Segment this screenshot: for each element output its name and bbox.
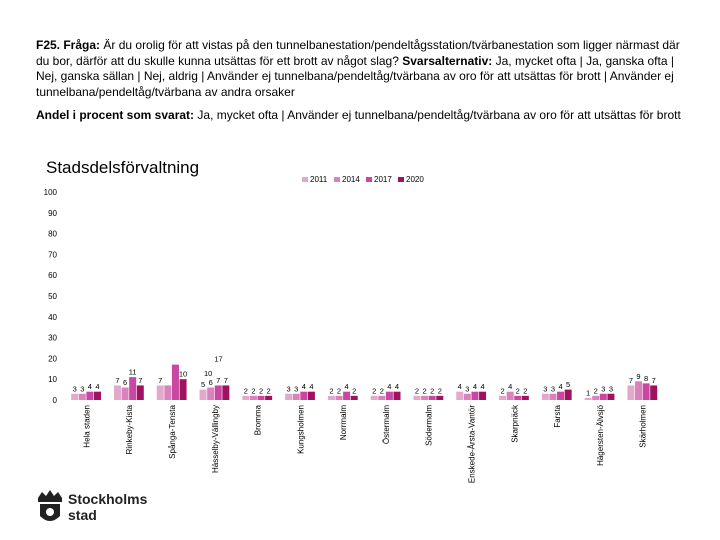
bar-4-0 [242, 396, 249, 400]
category-label-11: Farsta [553, 405, 563, 428]
bar-11-1 [549, 394, 556, 400]
data-label-0-3: 4 [95, 382, 100, 392]
data-label-13-1: 9 [636, 371, 641, 381]
y-tick-label-4: 40 [48, 312, 57, 322]
data-label-2-0: 7 [158, 375, 163, 385]
bar-9-2 [471, 392, 478, 400]
data-label-13-2: 8 [644, 373, 649, 383]
data-label-9-2: 4 [472, 382, 478, 392]
legend-swatch-2 [366, 177, 372, 182]
y-tick-label-6: 60 [48, 271, 57, 281]
data-label-5-2: 4 [301, 382, 306, 392]
bar-3-1 [207, 388, 214, 400]
bar-9-0 [456, 392, 463, 400]
data-label-11-1: 3 [550, 384, 556, 394]
bar-0-1 [79, 394, 86, 400]
data-label-8-2: 2 [430, 386, 435, 396]
bar-2-3 [180, 379, 187, 400]
data-label-5-1: 3 [294, 384, 299, 394]
data-label-12-2: 3 [601, 384, 606, 394]
bar-10-2 [514, 396, 521, 400]
bar-8-3 [436, 396, 443, 400]
y-tick-label-2: 20 [48, 354, 57, 364]
data-label-9-3: 4 [480, 382, 485, 392]
bar-12-2 [600, 394, 607, 400]
legend-label-1: 2014 [342, 175, 360, 184]
measure-label: Andel i procent som svarat: [36, 108, 195, 122]
data-label-12-1: 2 [593, 386, 598, 396]
bar-3-2 [215, 385, 222, 400]
bar-11-3 [565, 390, 572, 400]
data-label-0-2: 4 [87, 382, 92, 392]
data-label-3-3: 7 [223, 375, 228, 385]
data-label-13-0: 7 [628, 375, 633, 385]
data-label-11-2: 4 [558, 382, 563, 392]
category-label-9: Enskede-Årsta-Vantör [467, 405, 477, 484]
top-label-0: 17 [214, 354, 223, 364]
bar-13-2 [643, 383, 650, 400]
bar-6-3 [351, 396, 358, 400]
bar-8-2 [429, 396, 436, 400]
category-label-3: Hässelby-Vällingby [210, 405, 220, 474]
data-label-8-1: 2 [422, 386, 427, 396]
data-label-10-3: 2 [523, 386, 528, 396]
bar-1-1 [122, 388, 129, 400]
bar-12-0 [585, 398, 592, 400]
alternatives-text: Ja, mycket ofta | Ja, ganska ofta | Nej, ganska sällan | Nej, aldrig | Använder ej tunnelbana/pendeltåg/tvärbana av oro för att utsättas för brott | Använder ej tunnelbana/pendeltåg/tvärbana av andra orsaker [36, 53, 674, 99]
legend-swatch-1 [334, 177, 340, 182]
bar-10-0 [499, 396, 506, 400]
data-label-1-3: 7 [138, 375, 143, 385]
y-tick-label-5: 50 [48, 292, 57, 301]
bar-4-3 [265, 396, 272, 400]
bar-1-3 [137, 385, 144, 400]
data-label-3-1: 6 [208, 378, 213, 388]
data-label-13-3: 7 [651, 375, 656, 385]
legend-label-0: 2011 [310, 175, 328, 184]
category-label-10: Skarpnäck [510, 405, 520, 443]
data-label-11-3: 5 [566, 380, 571, 390]
bar-10-1 [507, 392, 514, 400]
data-label-4-3: 2 [266, 386, 271, 396]
data-label-6-0: 2 [329, 386, 334, 396]
data-label-8-3: 2 [437, 386, 442, 396]
logo-line2: stad [68, 507, 97, 523]
data-label-0-1: 3 [80, 384, 85, 394]
data-label-4-0: 2 [243, 386, 248, 396]
bar-0-2 [86, 392, 93, 400]
data-label-0-0: 3 [72, 384, 77, 394]
category-label-0: Hela staden [82, 405, 92, 448]
bar-4-1 [250, 396, 257, 400]
data-label-7-0: 2 [372, 386, 377, 396]
bar-13-1 [635, 381, 642, 400]
bar-3-0 [200, 390, 207, 400]
category-label-13: Skärholmen [638, 405, 648, 448]
category-label-8: Södermalm [424, 405, 434, 446]
bar-1-2 [129, 377, 136, 400]
data-label-10-2: 2 [515, 386, 520, 396]
data-label-4-2: 2 [258, 386, 264, 396]
crown-seal-icon [34, 488, 164, 528]
data-label-9-0: 4 [457, 382, 462, 392]
bar-6-2 [343, 392, 350, 400]
bar-5-0 [285, 394, 292, 400]
top-label-1: 10 [203, 369, 213, 379]
bar-8-1 [421, 396, 428, 400]
bar-11-0 [542, 394, 549, 400]
y-tick-label-0: 0 [52, 396, 57, 405]
bar-12-3 [607, 394, 614, 400]
bar-2-1 [164, 385, 171, 400]
question-prefix: F25. Fråga: [36, 38, 101, 52]
data-label-1-2: 11 [128, 367, 137, 377]
data-label-2-3: 10 [178, 369, 188, 379]
category-label-5: Kungsholmen [296, 405, 306, 454]
bar-1-0 [114, 385, 121, 400]
bar-5-1 [293, 394, 300, 400]
bar-3-3 [222, 385, 229, 400]
bar-6-1 [336, 396, 343, 400]
data-label-9-1: 3 [465, 384, 470, 394]
bar-7-1 [378, 396, 385, 400]
bar-7-2 [386, 392, 393, 400]
bar-12-1 [592, 396, 599, 400]
bar-5-2 [300, 392, 307, 400]
y-tick-label-8: 80 [48, 229, 57, 239]
data-label-10-0: 2 [500, 386, 505, 396]
stockholm-logo [34, 488, 164, 528]
data-label-3-2: 7 [216, 375, 221, 385]
category-label-6: Norrmalm [339, 405, 349, 441]
bar-9-3 [479, 392, 486, 400]
question-body: Är du orolig för att vistas på den tunnelbanestation/pendeltågsstation/tvärbanestation som ligger närmast där du bor, därför att du skulle kunna utsättas för ett brott av något slag? [36, 38, 680, 68]
measure-value: Ja, mycket ofta | Använder ej tunnelbana/pendeltåg/tvärbana av oro för att utsättas för brott [197, 108, 681, 122]
legend-label-2: 2017 [374, 175, 392, 184]
data-label-4-1: 2 [251, 386, 256, 396]
data-label-6-3: 2 [352, 386, 357, 396]
bar-6-0 [328, 396, 335, 400]
data-label-3-0: 5 [200, 380, 206, 390]
bar-11-2 [557, 392, 564, 400]
bar-4-2 [258, 396, 265, 400]
bar-2-0 [157, 385, 164, 400]
bar-13-0 [627, 385, 634, 400]
bar-7-0 [371, 396, 378, 400]
bar-0-0 [71, 394, 78, 400]
legend-swatch-3 [398, 177, 404, 182]
y-tick-label-7: 70 [48, 250, 57, 260]
bar-7-3 [393, 392, 400, 400]
bar-5-3 [308, 392, 315, 400]
y-tick-label-9: 90 [48, 208, 57, 218]
category-label-4: Bromma [253, 405, 263, 436]
legend-label-3: 2020 [406, 175, 424, 184]
legend-swatch-0 [302, 177, 308, 182]
logo-line1: Stockholms [68, 491, 148, 507]
data-label-6-2: 4 [344, 382, 349, 392]
y-tick-label-3: 30 [48, 333, 57, 343]
bar-0-3 [94, 392, 101, 400]
data-label-10-1: 4 [508, 382, 513, 392]
data-label-7-1: 2 [379, 386, 384, 396]
bar-8-0 [413, 396, 420, 400]
alternatives-label: Svarsalternativ: [402, 53, 493, 68]
bar-13-3 [650, 385, 657, 400]
data-label-5-0: 3 [286, 384, 291, 394]
bar-10-3 [522, 396, 529, 400]
data-label-7-2: 4 [387, 382, 392, 392]
data-label-6-1: 2 [336, 386, 342, 396]
group-title: Stadsdelsförvaltning [46, 158, 200, 177]
bar-9-1 [464, 394, 471, 400]
data-label-1-0: 7 [115, 375, 120, 385]
category-label-12: Hägersten-Älvsjö [595, 405, 605, 466]
data-label-8-0: 2 [414, 386, 420, 396]
y-tick-label-1: 10 [48, 375, 57, 385]
data-label-11-0: 3 [543, 384, 548, 394]
category-label-2: Spånga-Tensta [167, 405, 177, 459]
data-label-5-3: 4 [309, 382, 314, 392]
y-tick-label-10: 100 [43, 188, 57, 197]
data-label-1-1: 6 [122, 378, 128, 388]
category-label-7: Östermalm [381, 405, 391, 445]
data-label-12-3: 3 [608, 384, 614, 394]
data-label-12-0: 1 [586, 388, 591, 398]
data-label-7-3: 4 [394, 382, 400, 392]
category-label-1: Rinkeby-Kista [125, 405, 135, 455]
